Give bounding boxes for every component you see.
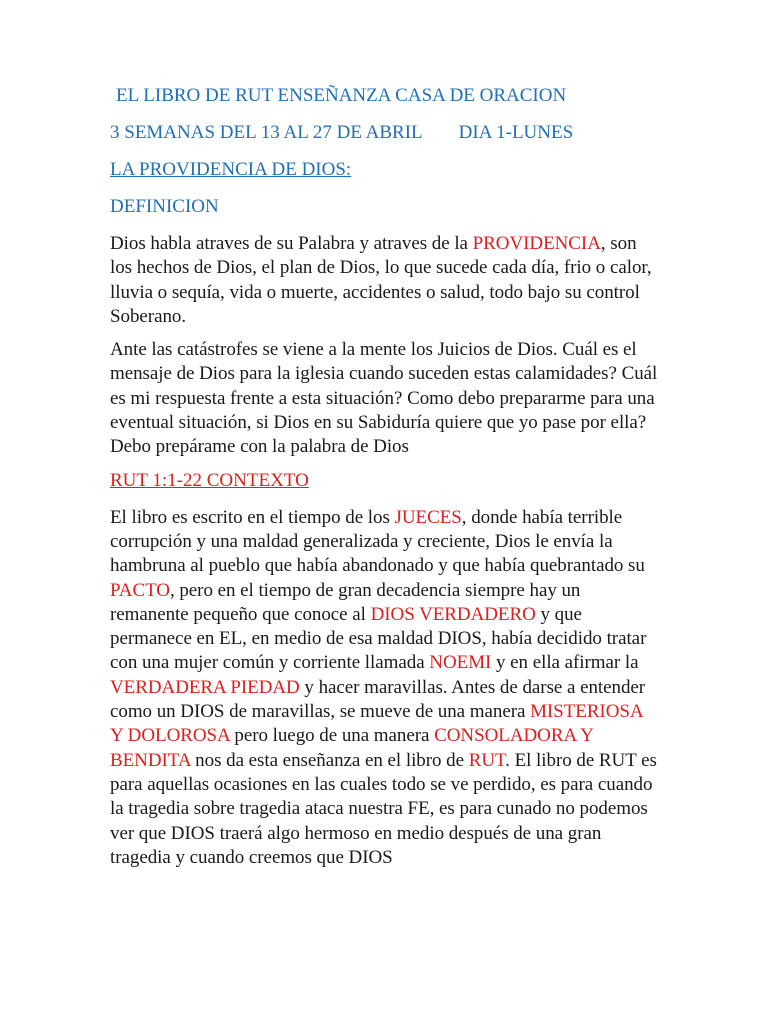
p3-highlight-rut: RUT — [468, 749, 506, 771]
definition-heading: DEFINICION — [110, 196, 219, 217]
p1-text-1: Dios habla atraves de su Palabra y atraves de la — [110, 233, 473, 254]
subtitle-day: DIA 1-LUNES — [458, 122, 574, 143]
p3-highlight-verdadera-piedad: VERDADERA PIEDAD — [110, 676, 300, 698]
p3-highlight-misteriosa: MISTERIOSA Y DOLOROSA — [110, 701, 643, 747]
p3-text-2: , donde había terrible corrupción y una maldad generalizada y creciente, Dios le envía la hambruna al pueblo que había abandonado y que había quebrantado su — [110, 506, 645, 577]
p3-text-4: y que permanece en EL, en medio de esa maldad DIOS, había decidido tratar con una mujer común y corriente llamada — [110, 603, 647, 674]
p3-text-1: El libro es escrito en el tiempo de los — [110, 506, 395, 528]
p3-text-6: y hacer maravillas. Antes de darse a entender como un DIOS de maravillas, se mueve de una manera — [110, 676, 646, 723]
p3-text-3: , pero en el tiempo de gran decadencia siempre hay un remanente pequeño que conoce al — [110, 579, 581, 625]
context-heading: RUT 1:1-22 CONTEXTO — [110, 469, 309, 491]
p3-highlight-noemi: NOEMI — [429, 652, 492, 674]
p3-text-9: . El libro de RUT es para aquellas ocasiones en las cuales todo se ve perdido, es para cuando la tragedia sobre tragedia ataca nuestra FE, es para cunado no podemos ver que DIOS traerá algo hermoso en medio después de una gran tragedia y cuando creemos que DIOS — [110, 749, 657, 868]
p3-highlight-pacto: PACTO — [110, 579, 170, 601]
p3-highlight-jueces: JUECES — [394, 506, 462, 528]
p3-highlight-consoladora: CONSOLADORA Y BENDITA — [110, 725, 594, 771]
document-subtitle — [110, 121, 658, 145]
section-heading — [110, 158, 658, 182]
paragraph-providence — [110, 232, 658, 329]
p3-highlight-dios-verdadero: DIOS VERDADERO — [370, 603, 536, 625]
p1-highlight-providencia: PROVIDENCIA — [472, 233, 601, 254]
p3-text-7: pero luego de una manera — [229, 725, 435, 747]
paragraph-catastrophes: Ante las catástrofes se viene a la mente los Juicios de Dios. Cuál es el mensaje de Dios para la iglesia cuando suceden estas calamidades? Cuál es mi respuesta frente a esta situación? Como debo prepararme para una eventual situación, si Dios en su Sabiduría quiere que yo pase por ella? Debo prepárame con la palabra de Dios — [110, 339, 658, 458]
section-heading-text: LA PROVIDENCIA DE DIOS: — [110, 159, 352, 180]
document-title: EL LIBRO DE RUT ENSEÑANZA CASA DE ORACION — [116, 85, 567, 106]
subtitle-dates: 3 SEMANAS DEL 13 AL 27 DE ABRIL — [110, 122, 423, 143]
p1-text-2: , son los hechos de Dios, el plan de Dios, lo que sucede cada día, frio o calor, lluvia o sequía, vida o muerte, accidentes o salud, todo bajo su control Soberano. — [110, 233, 652, 327]
p3-text-5: y en ella afirmar la — [491, 652, 639, 674]
p3-text-8: nos da esta enseñanza en el libro de — [190, 749, 469, 771]
paragraph-context — [110, 506, 658, 870]
